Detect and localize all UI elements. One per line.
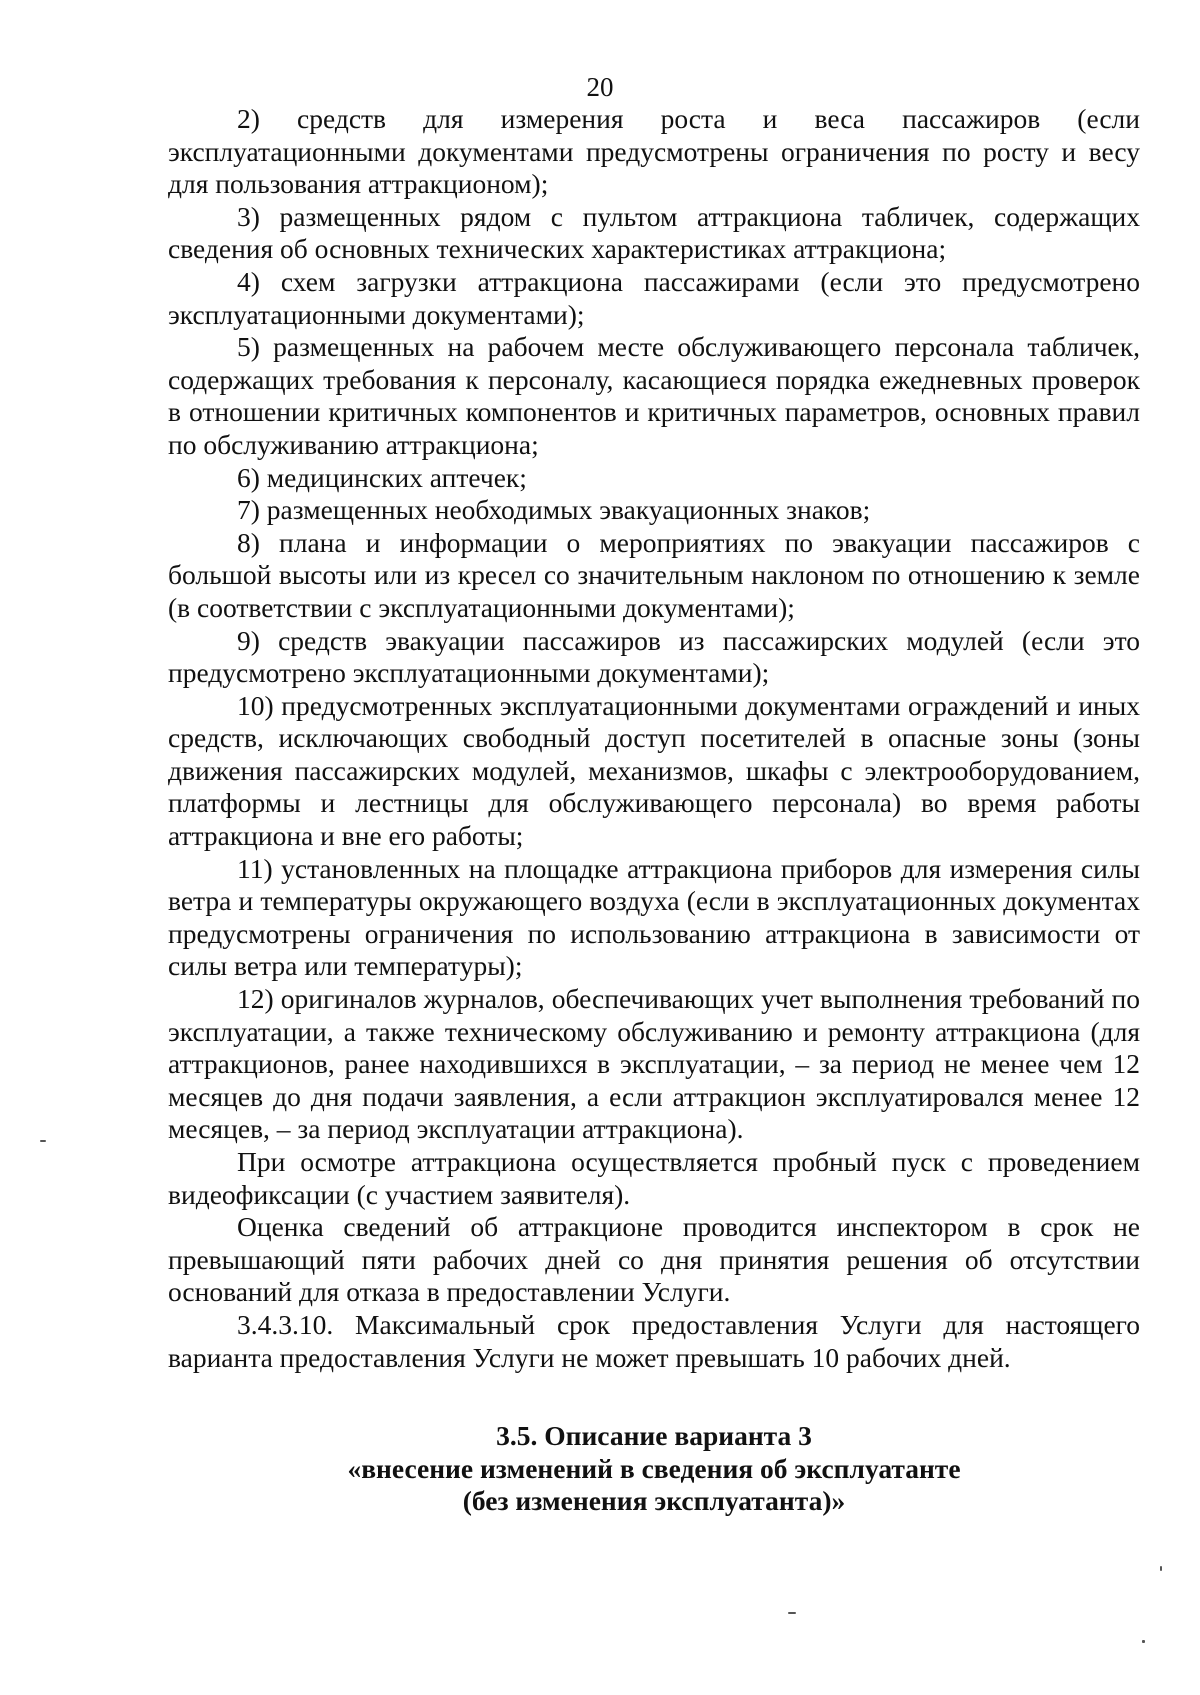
paragraph-item-3: 3) размещенных рядом с пультом аттракциона табличек, содержащих сведения об основных технических характеристиках аттракциона;	[168, 200, 1140, 265]
section-heading-line-1: 3.5. Описание варианта 3	[496, 1420, 812, 1451]
scan-speck	[788, 1612, 796, 1614]
paragraph-item-2: 2) средств для измерения роста и веса пассажиров (если эксплуатационными документами предусмотрены ограничения по росту и весу для пользования аттракционом);	[168, 103, 1140, 200]
page-number: 20	[586, 72, 614, 102]
scan-speck	[40, 1140, 46, 1142]
paragraph-item-6: 6) медицинских аптечек;	[237, 461, 527, 493]
paragraph-trial-run: При осмотре аттракциона осуществляется пробный пуск с проведением видеофиксации (с участием заявителя).	[168, 1146, 1140, 1210]
paragraph-item-8: 8) плана и информации о мероприятиях по эвакуации пассажиров с большой высоты или из кресел со значительным наклоном по отношению к земле (в соответствии с эксплуатационными документами);	[168, 526, 1140, 623]
paragraph-item-5: 5) размещенных на рабочем месте обслуживающего персонала табличек, содержащих требования к персоналу, касающиеся порядка ежедневных проверок в отношении критичных компонентов и критичных параметров, основных правил по обслуживанию аттракциона;	[168, 331, 1140, 460]
section-heading-line-3: (без изменения эксплуатанта)»	[462, 1485, 846, 1517]
scan-speck	[1142, 1640, 1145, 1643]
paragraph-item-12: 12) оригиналов журналов, обеспечивающих учет выполнения требований по эксплуатации, а также техническому обслуживанию и ремонту аттракциона (для аттракционов, ранее находившихся в эксплуатации, – за период не менее чем 12 месяцев до дня подачи заявления, а если аттракцион эксплуатировался менее 12 месяцев, – за период эксплуатации аттракциона).	[168, 983, 1140, 1145]
section-heading	[168, 1420, 1140, 1518]
paragraph-item-9: 9) средств эвакуации пассажиров из пассажирских модулей (если это предусмотрено эксплуатационными документами);	[168, 624, 1140, 689]
paragraph-item-7: 7) размещенных необходимых эвакуационных знаков;	[237, 494, 871, 526]
paragraph-item-10: 10) предусмотренных эксплуатационными документами ограждений и иных средств, исключающих свободный доступ посетителей в опасные зоны (зоны движения пассажирских модулей, механизмов, шкафы с электрооборудованием, платформы и лестницы для обслуживающего персонала) во время работы аттракциона и вне его работы;	[168, 689, 1140, 852]
paragraph-item-11: 11) установленных на площадке аттракциона приборов для измерения силы ветра и температуры окружающего воздуха (если в эксплуатационных документах предусмотрены ограничения по использованию аттракциона в зависимости от силы ветра или температуры);	[168, 852, 1140, 982]
paragraph-max-term: 3.4.3.10. Максимальный срок предоставления Услуги для настоящего варианта предоставления Услуги не может превышать 10 рабочих дней.	[168, 1308, 1140, 1373]
paragraph-item-4: 4) схем загрузки аттракциона пассажирами (если это предусмотрено эксплуатационными документами);	[168, 265, 1140, 330]
paragraph-assessment: Оценка сведений об аттракционе проводится инспектором в срок не превышающий пяти рабочих дней со дня принятия решения об отсутствии оснований для отказа в предоставлении Услуги.	[168, 1211, 1140, 1308]
scan-speck	[1160, 1566, 1162, 1571]
section-heading-line-2: «внесение изменений в сведения об эксплуатанте	[347, 1452, 961, 1484]
body-text	[168, 103, 1140, 1374]
